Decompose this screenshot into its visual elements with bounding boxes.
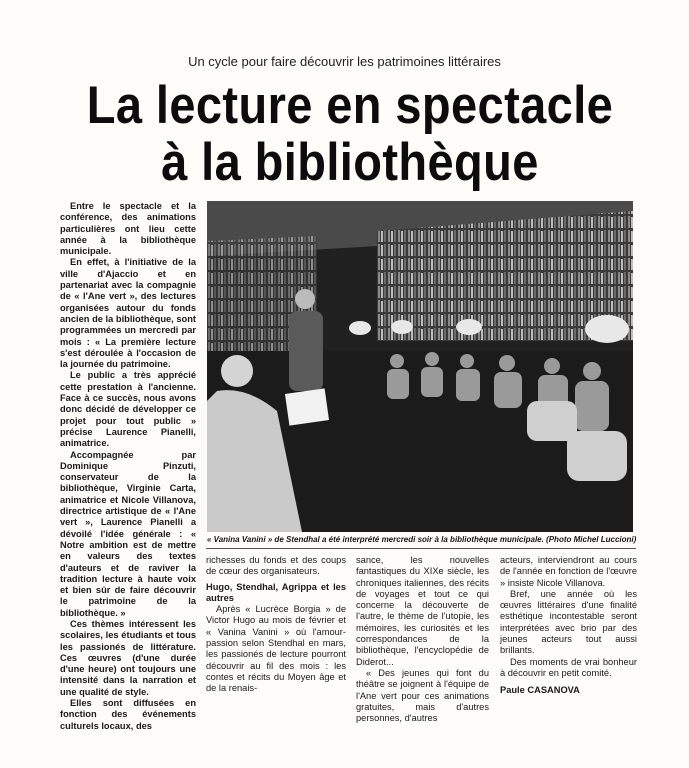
photo xyxy=(207,201,633,532)
column-2 xyxy=(206,555,346,695)
paragraph: sance, les nouvelles fantastiques du XIXe siècle, les chroniques italiennes, des récits de voyages et tout ce qui concerne la découverte de l'autre, le thème de l'utopie, les mémoires, les curiosités et les correspondances de la bibliothèque, l'encyclopédie de Diderot... xyxy=(356,555,489,667)
column-1 xyxy=(60,201,196,732)
divider xyxy=(206,548,636,549)
column-3 xyxy=(356,555,489,724)
column-4 xyxy=(500,555,637,697)
signature: Paule CASANOVA xyxy=(500,685,580,696)
paragraph: Elles sont diffusées en fonction des événements culturels locaux, des xyxy=(60,698,196,731)
paragraph: Des moments de vrai bonheur à découvrir en petit comité. xyxy=(500,656,637,678)
paragraph: Après « Lucrèce Borgia » de Victor Hugo au mois de février et « Vanina Vanini » où l'amour-passion selon Stendhal en mars, les passionés de lecture pourront découvrir au fil des mois : les contes et récits du Moyen âge et de la renais- xyxy=(206,604,346,694)
paragraph: acteurs, interviendront au cours de l'année en fonction de l'œuvre » insiste Nicole Villanova. xyxy=(500,555,637,588)
paragraph: Bref, une année où les œuvres littéraires d'une finalité esthétique incontestable seront interprétées avec brio par des jeunes acteurs tout aussi brillants. xyxy=(500,588,637,656)
photo-caption: « Vanina Vanini » de Stendhal a été interprété mercredi soir à la bibliothèque municipale. (Photo Michel Luccioni) xyxy=(207,535,637,544)
paragraph: Ces thèmes intéressent les scolaires, les étudiants et tous les passionés de littérature. Ces œuvres (d'une durée d'une heure) ont toujours une intensité dans la narration et une qualité de style. xyxy=(60,618,196,697)
headline-line-1: La lecture en spectacle xyxy=(86,74,614,135)
paragraph: richesses du fonds et des coups de cœur des organisateurs. xyxy=(206,555,346,577)
paragraph: En effet, à l'initiative de la ville d'Ajaccio et en partenariat avec la compagnie de « l'Ane vert », des lectures organisées autour du fonds ancien de la bibliothèque, sont programmées un mercredi par mois : « La première lecture s'est déroulée à l'occasion de la journée du patrimoine. xyxy=(60,257,196,370)
subhead: Hugo, Stendhal, Agrippa et les autres xyxy=(206,581,346,603)
paragraph: Entre le spectacle et la conférence, des animations particulières ont lieu cette année à la bibliothèque municipale. xyxy=(60,201,196,257)
headline-line-2: à la bibliothèque xyxy=(161,132,539,192)
kicker: Un cycle pour faire découvrir les patrimoines littéraires xyxy=(188,54,501,69)
paragraph: « Des jeunes qui font du théâtre se joignent à l'équipe de l'Ane vert pour ces animations gratuites, mais d'autres personnes, d'autres xyxy=(356,667,489,724)
paragraph: Le public a très apprécié cette prestation à l'ancienne. Face à ce succès, nous avons donc décidé de développer ce projet pour tout public » précise Laurence Pianelli, animatrice. xyxy=(60,370,196,449)
library-reading-photo xyxy=(207,201,633,532)
paragraph: Accompagnée par Dominique Pinzuti, conservateur de la bibliothèque, Virginie Carta, animatrice et Nicole Villanova, directrice artistique de « l'Ane vert », Laurence Pianelli a dévoilé l'idée générale : « Notre ambition est de mettre en valeurs des textes d'auteurs et de raviver la tradition lecture à haute voix et bien sûr de faire découvrir le patrimoine de la bibliothèque. » xyxy=(60,449,196,618)
headline xyxy=(60,76,640,190)
